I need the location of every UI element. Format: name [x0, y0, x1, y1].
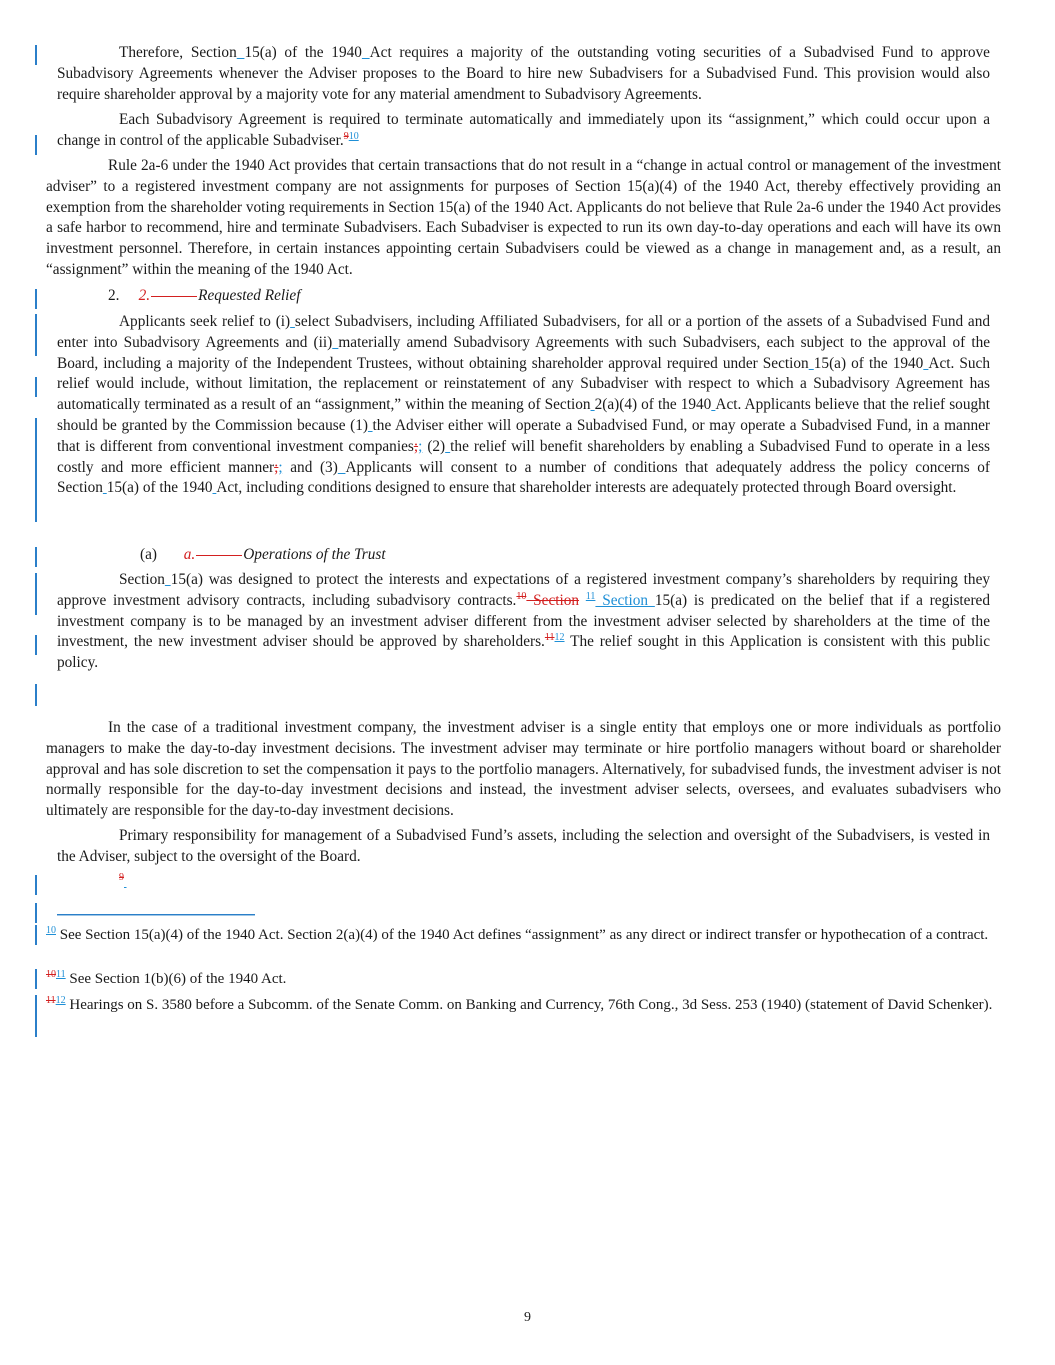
text-run: Act, including conditions designed to ensure that shareholder interests are adequately protected through Board oversight.	[216, 479, 957, 497]
paragraph-rule-2a6	[46, 156, 1001, 281]
deleted-footnote-ref: 9	[343, 130, 349, 142]
text-run: Therefore, Section	[119, 44, 237, 61]
change-bar	[35, 547, 37, 567]
footnote-ref-link[interactable]: 12	[554, 632, 565, 644]
change-bar	[35, 995, 37, 1015]
change-bar	[35, 925, 37, 945]
text-run: the Adviser either will operate a Subadvised Fund, or may operate a Subadvised Fund, in a manner that is different from conventional investment companies	[57, 416, 990, 455]
deleted-footnote-number: 11	[46, 995, 56, 1006]
text-run: Applicants will consent to a number of conditions that adequately address the policy concerns of Section	[57, 458, 991, 497]
text-run: Section	[119, 571, 165, 588]
text-run: Primary responsibility for management of a Subadvised Fund’s assets, including the selection and oversight of the Subadvisers, is vested in the Adviser, subject to the oversight of the Board.	[57, 827, 990, 865]
change-bar	[35, 875, 37, 895]
change-bar	[35, 684, 37, 706]
text-run: In the case of a traditional investment company, the investment adviser is a single entity that employs one or more individuals as portfolio managers to make the day-to-day investment decisions. The investment adviser may terminate or hire portfolio managers without board or shareholder approval and has sole discretion to set the compensation it pays to the portfolio managers. Alternatively, for subadvised funds, the investment adviser is not normally responsible for the day-to-day investment decisions and instead, the investment adviser selects, oversees, and evaluates subadvisers who ultimately are responsible for the day-to-day investment decisions.	[46, 719, 1001, 820]
footnote-separator	[57, 914, 255, 916]
footnote-10	[46, 925, 990, 945]
deleted-punctuation: ;	[274, 458, 279, 476]
text-run: 2(a)(4) of the 1940	[594, 396, 712, 414]
heading-number: 2.	[108, 287, 120, 304]
deleted-footnote-ref: 11	[544, 632, 555, 644]
inserted-punctuation: ;	[278, 458, 283, 476]
text-run: and (3)	[282, 458, 338, 476]
text-run: Act. Such relief would include, without limitation, the replacement or reinstatement of any Subadviser with respect to which a Subadvisory Agreement has automatically terminated as a result of an “assignment,” within the meaning of Section	[57, 354, 990, 414]
change-bar	[35, 1015, 37, 1037]
text-run: the relief will benefit shareholders by enabling a Subadvised Fund to operate in a less costly and more efficient manner	[57, 437, 990, 476]
section-heading-requested-relief	[108, 286, 300, 307]
change-bar	[35, 635, 37, 655]
paragraph-relief-sought	[57, 312, 990, 499]
deleted-word: Section	[526, 591, 580, 609]
change-bar	[35, 45, 37, 65]
footnote-12	[46, 995, 1002, 1015]
text-run: Act. Applicants believe that the relief sought should be granted by the Commission because (1)	[57, 396, 991, 434]
heading-number: (a)	[140, 546, 157, 563]
change-bar	[35, 969, 37, 989]
deleted-footnote-ref: 10	[516, 590, 527, 602]
heading-title: Operations of the Trust	[243, 546, 386, 563]
paragraph-traditional-company	[46, 718, 1001, 822]
text-run: 15(a) was designed to protect the interests and expectations of a registered investment company’s shareholders by requiring they approve investment advisory contracts, including subadvisory contracts.	[57, 571, 991, 609]
footnote-number[interactable]: 10	[46, 925, 56, 936]
insertion-mark	[362, 44, 370, 61]
page-number: 9	[524, 1310, 531, 1325]
text-run: The relief sought in this Application is consistent with this public policy.	[57, 633, 990, 672]
inserted-punctuation: ;	[418, 437, 423, 455]
paragraph-section-15a-purpose	[57, 570, 990, 674]
paragraph-primary-responsibility	[57, 826, 990, 868]
text-run: select Subadvisers, including Affiliated Subadvisers, for all or a portion of the assets of a Subadvised Fund and enter into Subadvisory Agreements and (ii)	[57, 313, 991, 351]
footnote-number[interactable]: 12	[55, 995, 66, 1006]
footnote-number[interactable]: 11	[56, 969, 66, 980]
text-run: Rule 2a-6 under the 1940 Act provides that certain transactions that do not result in a “change in actual control or management of the investment adviser” to a registered investment company are not assignments for purposes of Section 15(a)(4) of the 1940 Act, thereby effectively providing an exemption from the shareholder voting requirements in Section 15(a) of the 1940 Act. Applicants do not believe that Rule 2a-6 under the 1940 Act provides a safe harbor to recommend, hire and terminate Subadvisers. Each Subadviser is expected to run its own day-to-day operations and each will have its own investment personnel. Therefore, in certain instances appointing certain Subadvisers could be viewed as a change in management and, as a result, an “assignment” within the meaning of the 1940 Act.	[46, 157, 1001, 278]
text-run: 15(a) of the 1940	[106, 479, 213, 497]
footnote-ref-link[interactable]: 10	[348, 130, 359, 142]
text-run: Act requires a majority of the outstanding voting securities of a Subadvised Fund to approve Subadvisory Agreements whenever the Adviser proposes to the Board to hire new Subadvisers for a Subadvised Fund. This provision would also require shareholder approval by a majority vote for any material amendment to Subadvisory Agreements.	[57, 44, 990, 103]
footnote-text: Hearings on S. 3580 before a Subcomm. of the Senate Comm. on Banking and Currency, 76th Cong., 3d Sess. 253 (1940) (statement of David Schenker).	[65, 997, 993, 1013]
footnote-11	[46, 969, 990, 989]
change-bar	[35, 903, 37, 923]
change-bar	[35, 314, 37, 356]
text-run: 15(a) is predicated on the belief that if a registered investment company is to be managed by an investment adviser different from the investment adviser selected by shareholders at the time of the investment, the new investment adviser should be approved by shareholders.	[57, 591, 990, 651]
heading-deleted: a.	[184, 546, 243, 563]
footnote-text: See Section 1(b)(6) of the 1940 Act.	[65, 971, 287, 987]
text-run: materially amend Subadvisory Agreements with such Subadvisers, each subject to the approval of the Board, including a majority of the Independent Trustees, without obtaining shareholder approval required under Section	[57, 333, 991, 372]
footnote-ref-link[interactable]: 11	[585, 590, 596, 602]
change-bar	[35, 135, 37, 155]
deleted-punctuation: ;	[413, 437, 419, 455]
change-bar	[35, 573, 37, 615]
change-bar	[35, 418, 37, 522]
deleted-footnote-number: 10	[46, 969, 56, 980]
paragraph-assignment-termination	[57, 110, 990, 152]
change-bar	[35, 377, 37, 397]
text-run: (2)	[422, 437, 446, 455]
deleted-footnote-marker: 9	[119, 871, 124, 883]
heading-title: Requested Relief	[198, 287, 301, 304]
text-run: 15(a) of the 1940	[813, 354, 924, 372]
inserted-word: Section	[595, 591, 655, 609]
change-bar	[35, 289, 37, 309]
heading-deleted: 2.	[139, 287, 198, 304]
paragraph-voting-requirement	[57, 43, 990, 105]
footnote-text: See Section 15(a)(4) of the 1940 Act. Section 2(a)(4) of the 1940 Act defines “assignment” as any direct or indirect transfer or hypothecation of a contract.	[56, 927, 989, 943]
section-heading-operations	[140, 545, 386, 566]
text-run: Applicants seek relief to (i)	[119, 313, 291, 330]
text-run: Each Subadvisory Agreement is required to terminate automatically and immediately upon its “assignment,” which could occur upon a change in control of the applicable Subadviser.	[57, 111, 990, 149]
text-run: 15(a) of the 1940	[244, 44, 362, 61]
